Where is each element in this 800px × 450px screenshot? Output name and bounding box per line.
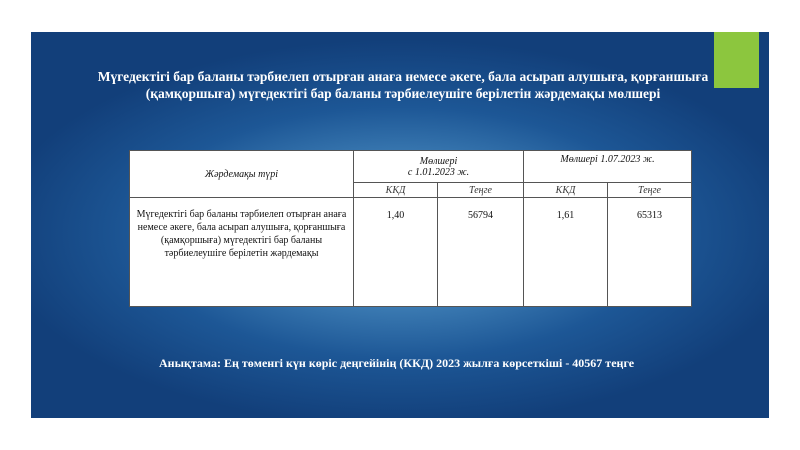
header-benefit-type: Жәрдемақы түрі: [130, 151, 354, 198]
header-amount-jan-line2: с 1.01.2023 ж.: [407, 166, 470, 178]
accent-bar: [714, 32, 759, 88]
header-amount-jan: [354, 151, 524, 183]
row-kkd-jul: 1,61: [524, 198, 608, 307]
reference-note: Анықтама: Ең төменгі күн көріс деңгейінің (ККД) 2023 жылға көрсеткіші - 40567 теңге: [159, 356, 635, 370]
header-amount-jul: Мөлшері 1.07.2023 ж.: [524, 151, 692, 183]
benefit-table: [129, 150, 692, 307]
subheader-tenge-jan: Теңге: [438, 183, 524, 198]
subheader-tenge-jul: Теңге: [608, 183, 692, 198]
header-amount-jan-line1: Мөлшері: [419, 155, 458, 167]
slide-title: Мүгедектігі бар баланы тәрбиелеп отырған анаға немесе әкеге, бала асырап алушыға, қорғаншыға (қамқоршыға) мүгедектігі бар баланы тәрбиелеушіге берілетін жәрдемақы мөлшері: [97, 69, 709, 101]
row-tenge-jan: 56794: [438, 198, 524, 307]
subheader-kkd-jul: ККД: [524, 183, 608, 198]
row-kkd-jan: 1,40: [354, 198, 438, 307]
slide: [31, 32, 769, 418]
subheader-kkd-jan: ККД: [354, 183, 438, 198]
row-tenge-jul: 65313: [608, 198, 692, 307]
row-benefit-name: Мүгедектігі бар баланы тәрбиелеп отырған анаға немесе әкеге, бала асырап алушыға, қорғаншыға (қамқоршыға) мүгедектігі бар баланы тәрбиелеушіге берілетін жәрдемақы: [130, 198, 354, 307]
